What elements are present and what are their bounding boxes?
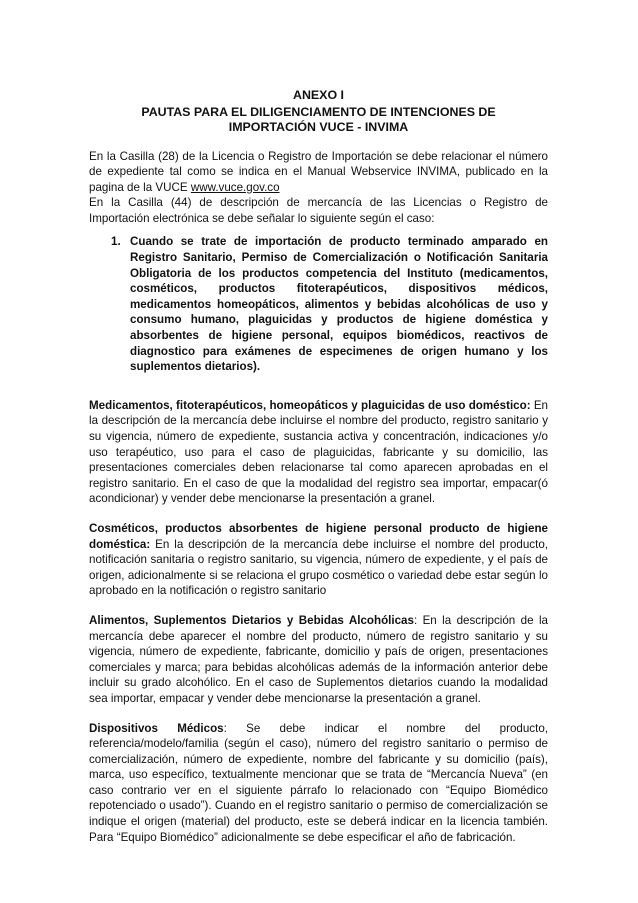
document-page [89, 88, 548, 845]
list-item-number: 1. [111, 235, 121, 249]
list-item [89, 234, 548, 374]
section-heading: Alimentos, Suplementos Dietarios y Bebidas Alcohólicas [89, 613, 414, 627]
section-cosmeticos [89, 521, 548, 599]
intro [89, 149, 548, 227]
numbered-list [89, 234, 548, 374]
title-line-2: PAUTAS PARA EL DILIGENCIAMENTO DE INTENCIONES DE [141, 104, 496, 119]
title-line-3: IMPORTACIÓN VUCE - INVIMA [228, 120, 409, 134]
section-body: : Se debe indicar el nombre del producto, referencia/modelo/familia (según el caso), número del registro sanitario o permiso de comercialización, número de expediente, nombre del fabricante y su domicilio (país), marca, uso específico, textualmente mencionar que se trata de “Mercancía Nueva” (en caso contrario ver en el siguiente párrafo lo relacionado con “Equipo Biomédico repotenciado o usado”). Cuando en el registro sanitario o permiso de comercialización se indique el origen (material) del producto, este se deberá indicar en la licencia también. Para “Equipo Biomédico” adicionalmente se debe especificar el año de fabricación. [89, 721, 548, 844]
vuce-link[interactable]: www.vuce.gov.co [190, 180, 280, 194]
intro-paragraph-1 [89, 149, 548, 196]
section-dispositivos [89, 721, 548, 846]
document-title [89, 88, 548, 136]
list-item-text: Cuando se trate de importación de producto terminado amparado en Registro Sanitario, Permiso de Comercialización o Notificación Sanitaria Obligatoria de los productos competencia del Instituto (medicamentos, cosméticos, productos fitoterapéuticos, dispositivos médicos, medicamentos homeopáticos, alimentos y bebidas alcohólicas de uso y consumo humano, plaguicidas y productos de higiene doméstica y absorbentes de higiene personal, equipos biomédicos, reactivos de diagnostico para exámenes de especimenes de origen humano y los suplementos dietarios). [130, 235, 548, 374]
section-medicamentos [89, 398, 548, 507]
annex-label: ANEXO I [293, 88, 344, 102]
section-alimentos [89, 613, 548, 707]
section-heading: Cosméticos, productos absorbentes de higiene personal producto de higiene doméstica: [89, 521, 548, 551]
intro-text-1: En la Casilla (28) de la Licencia o Registro de Importación se debe relacionar el número de expediente tal como se indica en el Manual Webservice INVIMA, publicado en la pagina de la VUCE [89, 149, 548, 194]
section-heading: Dispositivos Médicos [89, 721, 224, 735]
section-body: : En la descripción de la mercancía debe aparecer el nombre del producto, número de registro sanitario y su vigencia, número de expediente, fabricante, domicilio y país de origen, presentaciones comerciales y marca; para bebidas alcohólicas además de la información anterior debe incluir su grado alcohólico. En el caso de Suplementos dietarios cuando la modalidad sea importar, empacar y vender debe mencionarse la presentación a granel. [89, 613, 548, 705]
section-body: En la descripción de la mercancía debe incluirse el nombre del producto, notificación sanitaria o registro sanitario, su vigencia, número de expediente, y el país de origen, adicionalmente si se relaciona el grupo cosmético o variedad debe estar según lo aprobado en la notificación o registro sanitario [89, 537, 548, 598]
section-heading: Medicamentos, fitoterapéuticos, homeopáticos y plaguicidas de uso doméstico: [89, 398, 531, 412]
section-body: En la descripción de la mercancía debe incluirse el nombre del producto, registro sanitario y su vigencia, número de expediente, sustancia activa y concentración, indicaciones y/o uso terapéutico, uso para el caso de plaguicidas, fabricante y su domicilio, las presentaciones comerciales deben relacionarse tal como aparecen aprobadas en el registro sanitario. En el caso de que la modalidad del registro sea importar, empacar(ó acondicionar) y vender debe mencionarse la presentación a granel. [89, 398, 549, 506]
intro-paragraph-2: En la Casilla (44) de descripción de mercancía de las Licencias o Registro de Importación electrónica se debe señalar lo siguiente según el caso: [89, 196, 548, 225]
